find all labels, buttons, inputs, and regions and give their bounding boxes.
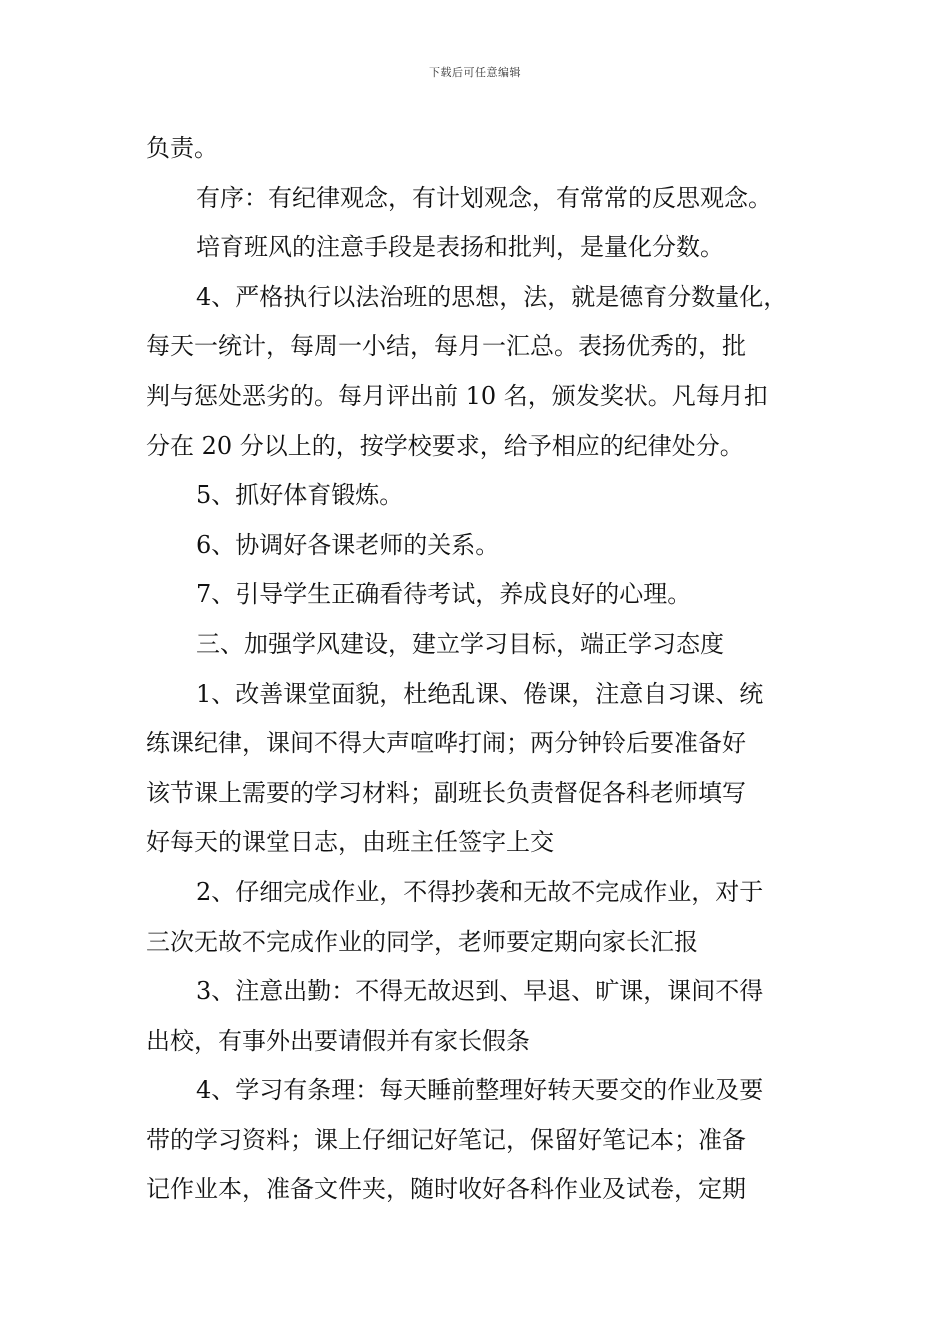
text-line: 5、抓好体育锻炼。 (196, 481, 404, 510)
text-line: 2、仔细完成作业，不得抄袭和无故不完成作业，对于 (196, 877, 764, 906)
text-line: 分在 20 分以上的，按学校要求，给予相应的纪律处分。 (146, 431, 744, 460)
text-line: 7、引导学生正确看待考试，养成良好的心理。 (196, 580, 692, 609)
text-line: 该节课上需要的学习材料；副班长负责督促各科老师填写 (146, 778, 746, 807)
page-header-note: 下载后可任意编辑 (429, 66, 521, 79)
text-line: 3、注意出勤：不得无故迟到、早退、旷课，课间不得 (196, 977, 764, 1006)
text-line: 负责。 (146, 134, 218, 162)
text-line: 三、加强学风建设，建立学习目标，端正学习态度 (196, 629, 724, 658)
text-line: 每天一统计，每周一小结，每月一汇总。表扬优秀的，批 (146, 332, 746, 361)
text-line: 练课纪律，课间不得大声喧哗打闹；两分钟铃后要准备好 (146, 729, 746, 758)
text-line: 1、改善课堂面貌，杜绝乱课、倦课，注意自习课、统 (196, 679, 764, 708)
text-line: 好每天的课堂日志，由班主任签字上交 (146, 828, 554, 857)
text-line: 判与惩处恶劣的。每月评出前 10 名，颁发奖状。凡每月扣 (146, 381, 768, 410)
document-body (146, 124, 814, 1215)
text-line: 培育班风的注意手段是表扬和批判，是量化分数。 (196, 233, 724, 262)
text-line: 带的学习资料；课上仔细记好笔记，保留好笔记本；准备 (146, 1125, 746, 1154)
text-line: 有序：有纪律观念，有计划观念，有常常的反思观念。 (196, 183, 772, 212)
text-line: 6、协调好各课老师的关系。 (196, 530, 500, 559)
text-line: 记作业本，准备文件夹，随时收好各科作业及试卷，定期 (146, 1175, 746, 1204)
text-line: 出校，有事外出要请假并有家长假条 (146, 1026, 530, 1055)
text-line: 4、严格执行以法治班的思想，法，就是德育分数量化， (196, 282, 788, 311)
text-line: 4、学习有条理：每天睡前整理好转天要交的作业及要 (196, 1076, 764, 1105)
text-line: 三次无故不完成作业的同学，老师要定期向家长汇报 (146, 927, 698, 956)
